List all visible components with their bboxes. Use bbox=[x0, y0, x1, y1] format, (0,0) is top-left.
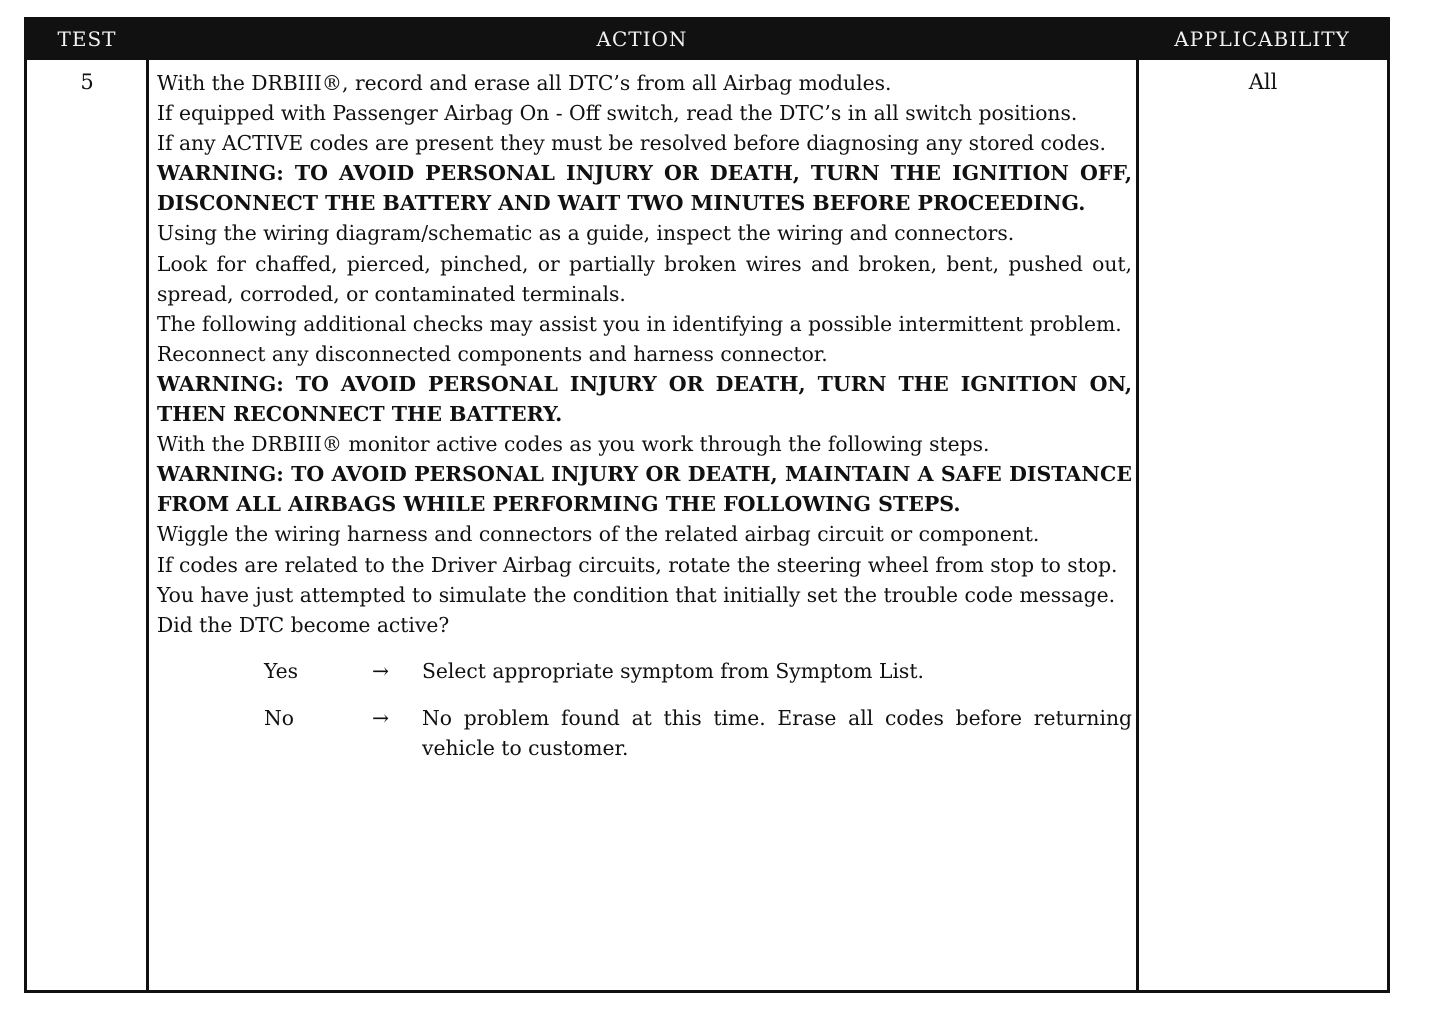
answer-yes bbox=[157, 656, 1132, 686]
table-header bbox=[27, 20, 1387, 60]
answer-no bbox=[157, 703, 1132, 763]
action-paragraph: The following additional checks may assist you in identifying a possible intermittent problem. bbox=[157, 311, 1122, 336]
arrow-icon: → bbox=[372, 658, 389, 683]
test-number: 5 bbox=[80, 70, 94, 94]
action-paragraph: With the DRBIII® monitor active codes as you work through the following steps. bbox=[157, 432, 990, 457]
header-applicability: APPLICABILITY bbox=[1174, 27, 1350, 51]
action-paragraph: If any ACTIVE codes are present they must be resolved before diagnosing any stored codes. bbox=[157, 131, 1106, 156]
column-divider bbox=[1136, 60, 1139, 990]
action-paragraph: Using the wiring diagram/schematic as a guide, inspect the wiring and connectors. bbox=[157, 221, 1015, 246]
header-test: TEST bbox=[57, 27, 117, 51]
column-divider bbox=[146, 60, 149, 990]
action-paragraph: With the DRBIII®, record and erase all DTC’s from all Airbag modules. bbox=[157, 71, 892, 95]
action-cell bbox=[157, 68, 1132, 780]
answer-text: No problem found at this time. Erase all codes before returning vehicle to customer. bbox=[422, 705, 1132, 760]
answer-key: No bbox=[264, 705, 294, 730]
action-paragraph: If equipped with Passenger Airbag On - Off switch, read the DTC’s in all switch positions. bbox=[157, 101, 1078, 126]
answer-text: Select appropriate symptom from Symptom List. bbox=[422, 658, 924, 683]
warning-paragraph: WARNING: TO AVOID PERSONAL INJURY OR DEATH, TURN THE IGNITION OFF, DISCONNECT THE BATTERY AND WAIT TWO MINUTES BEFORE PROCEEDING. bbox=[157, 161, 1132, 216]
action-paragraph: You have just attempted to simulate the condition that initially set the trouble code message. bbox=[157, 582, 1116, 607]
diagnostic-table bbox=[24, 17, 1390, 993]
action-paragraph: Wiggle the wiring harness and connectors of the related airbag circuit or component. bbox=[157, 522, 1040, 547]
applicability-value: All bbox=[1248, 70, 1278, 94]
warning-paragraph: WARNING: TO AVOID PERSONAL INJURY OR DEATH, MAINTAIN A SAFE DISTANCE FROM ALL AIRBAGS WHILE PERFORMING THE FOLLOWING STEPS. bbox=[157, 462, 1132, 517]
warning-paragraph: WARNING: TO AVOID PERSONAL INJURY OR DEATH, TURN THE IGNITION ON, THEN RECONNECT THE BATTERY. bbox=[157, 371, 1132, 427]
header-action: ACTION bbox=[596, 27, 688, 51]
action-paragraph: If codes are related to the Driver Airbag circuits, rotate the steering wheel from stop to stop. bbox=[157, 552, 1118, 577]
answer-list bbox=[157, 656, 1132, 763]
arrow-icon: → bbox=[372, 705, 389, 730]
answer-key: Yes bbox=[264, 658, 299, 683]
action-paragraph: Reconnect any disconnected components and harness connector. bbox=[157, 341, 828, 366]
question-paragraph: Did the DTC become active? bbox=[157, 612, 450, 637]
action-paragraph: Look for chaffed, pierced, pinched, or partially broken wires and broken, bent, pushed out, spread, corroded, or contaminated terminals. bbox=[157, 251, 1132, 306]
